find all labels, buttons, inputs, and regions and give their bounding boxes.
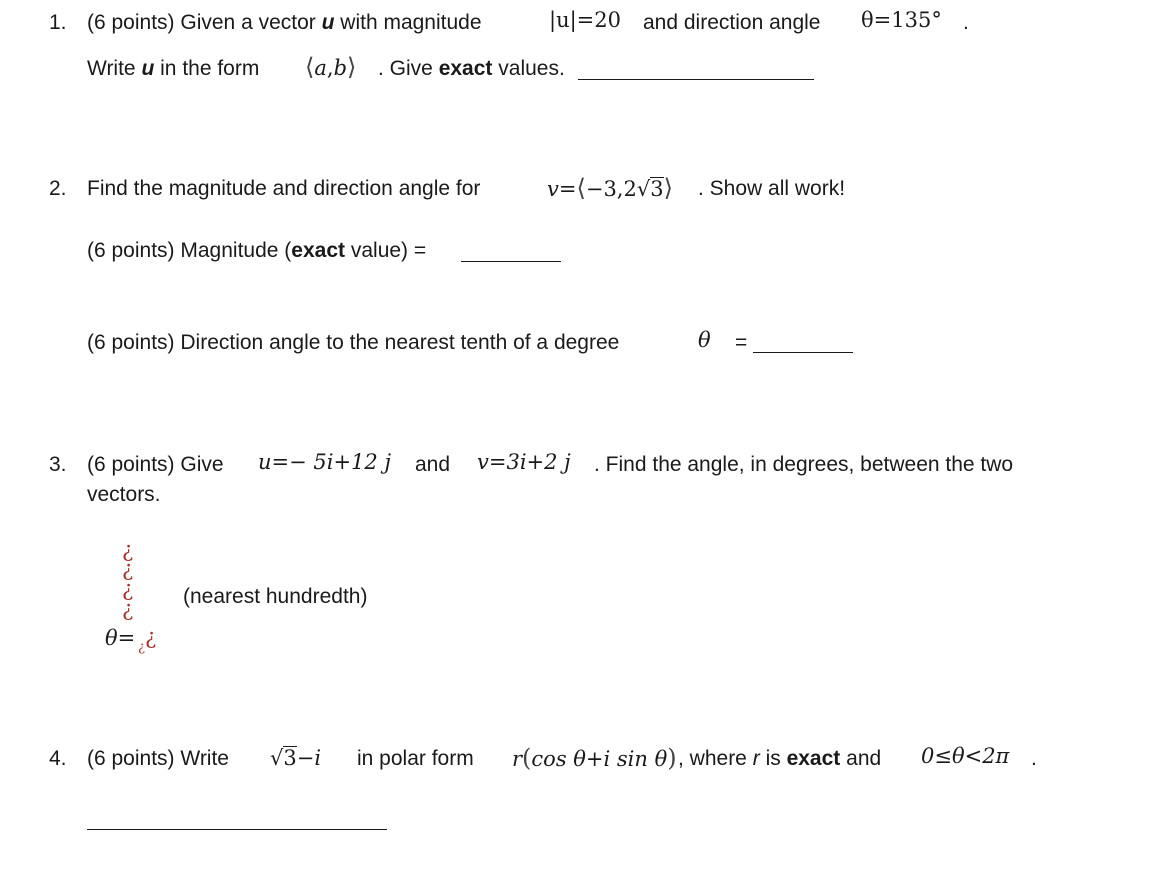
- q1-form-b: b: [333, 56, 348, 80]
- q1-values: values.: [498, 57, 565, 80]
- q1-answer-blank[interactable]: [578, 79, 814, 80]
- right-angle-bracket: ⟩: [347, 53, 357, 81]
- q2-number: 2.: [49, 177, 67, 200]
- q1-form-expr: [305, 55, 356, 79]
- q3-and: and: [415, 453, 451, 476]
- q4-complex-expr: [270, 746, 321, 769]
- sqrt-icon: √: [270, 746, 284, 770]
- q3-vectors: vectors.: [87, 483, 161, 506]
- q3-give: (6 points) Give: [87, 453, 224, 476]
- q1-in-the-form: in the form: [160, 57, 260, 80]
- q4-range-text: 0≤θ<2π: [921, 744, 1010, 768]
- right-angle-bracket: ⟩: [663, 174, 673, 202]
- q1-line2: [87, 58, 259, 79]
- q2-v-equals: v=: [547, 177, 577, 201]
- q3-glyph-1: ¿: [122, 538, 134, 562]
- q1-exact: exact: [438, 57, 493, 80]
- left-paren: (: [522, 744, 532, 772]
- q1-give: . Give: [378, 57, 433, 80]
- q1-text: (6 points) Given a vector: [87, 11, 316, 34]
- q2-show-work: . Show all work!: [698, 177, 846, 200]
- q3-u-text: u=− 5i+12 j: [258, 450, 391, 474]
- q3-glyph-2: ¿: [122, 557, 134, 581]
- left-angle-bracket: ⟨: [576, 174, 586, 202]
- q4-r-italic: r: [752, 747, 760, 770]
- q2-prompt: Find the magnitude and direction angle for: [87, 177, 481, 200]
- q1-period: .: [963, 11, 969, 34]
- q4-cos-expr: cos θ+i sin θ: [531, 747, 668, 771]
- q4-in-polar: in polar form: [357, 747, 474, 770]
- q2-equals: =: [735, 331, 748, 354]
- q1-vector-u: u: [321, 11, 335, 34]
- q2-mag-suffix: value) =: [350, 239, 427, 262]
- q1-number: 1.: [49, 11, 67, 34]
- q2-magnitude-label: [87, 240, 426, 261]
- right-paren: ): [667, 744, 677, 772]
- q4-period: .: [1031, 747, 1037, 770]
- q1-line1: [87, 12, 482, 33]
- q1-and-direction: and direction angle: [643, 11, 821, 34]
- q3-number: 3.: [49, 453, 67, 476]
- q1-form-comma: ,: [326, 56, 334, 80]
- q1-with-magnitude: with magnitude: [340, 11, 482, 34]
- q2-v-sqrt-arg: 3: [650, 177, 664, 201]
- q2-theta: θ: [698, 328, 711, 352]
- q4-sqrt-arg: 3: [283, 746, 297, 770]
- q4-range: [921, 746, 1009, 767]
- q4-exact: exact: [786, 747, 841, 770]
- q3-sub-glyph: ¿: [138, 640, 145, 655]
- left-angle-bracket: ⟨: [305, 53, 315, 81]
- q4-answer-blank[interactable]: [87, 829, 387, 830]
- q4-where-clause: [678, 748, 881, 769]
- q4-is: is: [765, 747, 781, 770]
- q2-direction-label: (6 points) Direction angle to the nearest tenth of a degree: [87, 331, 620, 354]
- q4-and: and: [846, 747, 882, 770]
- q1-magnitude-expr: |u|=20: [549, 8, 621, 32]
- q3-v-expr: [477, 452, 571, 473]
- q3-v-text: v=3i+2 j: [477, 450, 571, 474]
- q1-vector-u-2: u: [141, 57, 155, 80]
- q2-direction-blank[interactable]: [753, 352, 853, 353]
- q1-write: Write: [87, 57, 136, 80]
- q3-u-expr: [258, 452, 391, 473]
- q2-exact: exact: [291, 239, 345, 262]
- q4-where: , where: [678, 747, 747, 770]
- q4-minus-i: −i: [296, 746, 322, 770]
- q3-find: . Find the angle, in degrees, between the two: [594, 453, 1014, 476]
- q3-glyph-4: ¿: [122, 597, 134, 621]
- q1-angle-expr: θ=135°: [861, 8, 942, 32]
- q2-magnitude-blank[interactable]: [461, 261, 561, 262]
- q4-polar-expr: [512, 746, 677, 770]
- q1-form-a: a: [314, 56, 327, 80]
- q2-v-comp: −3,2: [585, 177, 637, 201]
- q3-theta-eq: [105, 628, 135, 649]
- q3-nearest: (nearest hundredth): [183, 585, 368, 608]
- sqrt-icon: √: [636, 177, 651, 201]
- q3-glyph-3: ¿: [122, 577, 134, 601]
- q2-v-expr: [547, 176, 673, 200]
- q4-r: r: [512, 747, 523, 771]
- q3-theta-eq-text: θ=: [105, 626, 136, 650]
- q4-write: (6 points) Write: [87, 747, 229, 770]
- q3-glyph-5: ¿: [145, 625, 157, 649]
- q1-give-exact: [378, 58, 565, 79]
- q2-mag-prefix: (6 points) Magnitude (: [87, 239, 292, 262]
- q4-number: 4.: [49, 747, 67, 770]
